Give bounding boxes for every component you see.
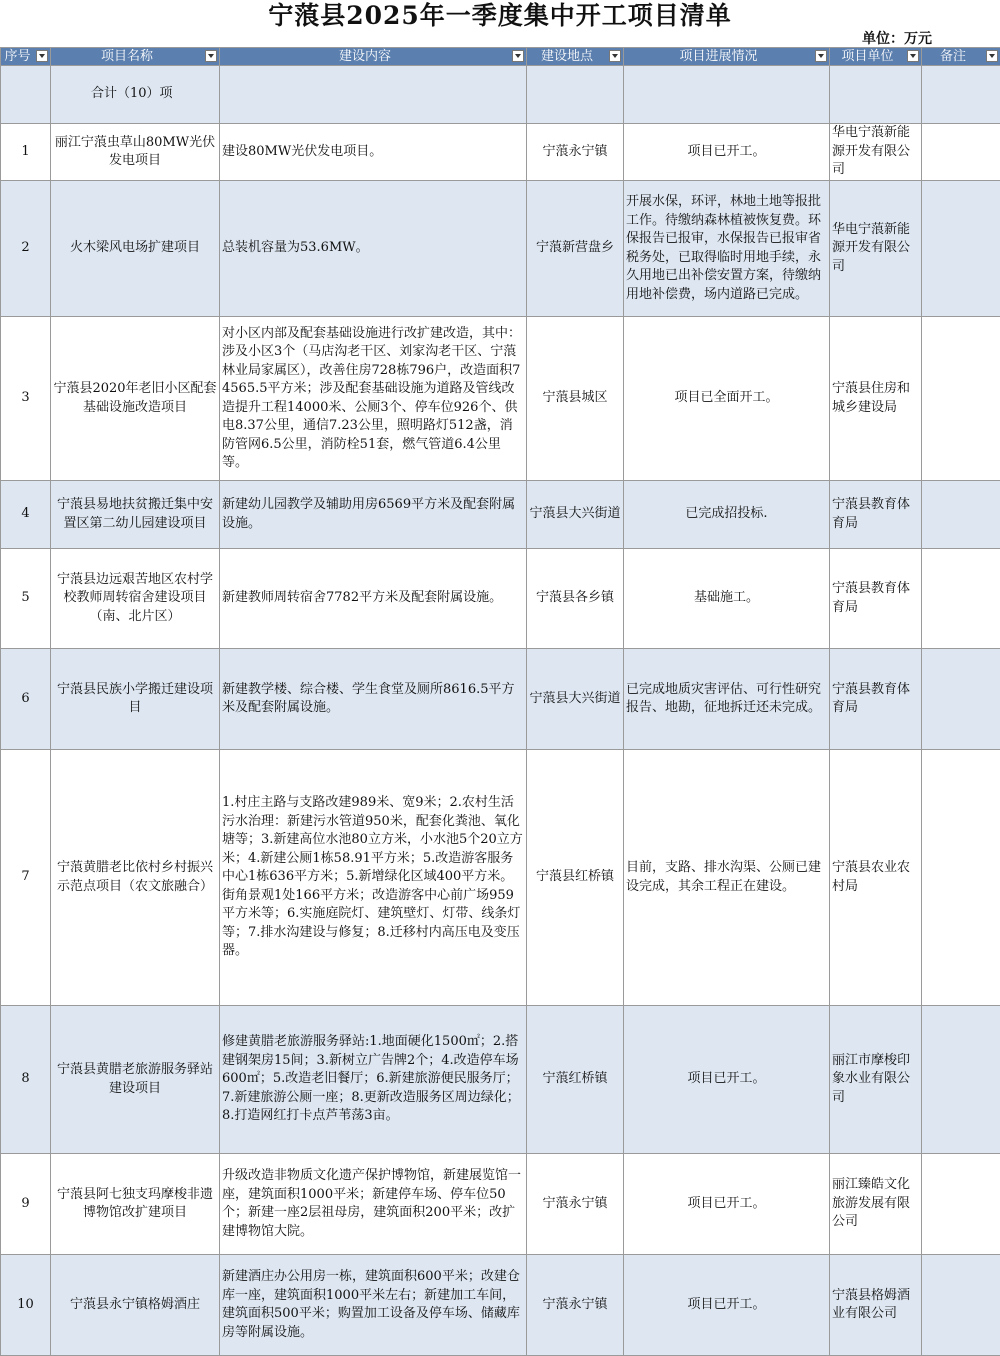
table-row [1, 1006, 1000, 1154]
project-note[interactable] [922, 750, 1000, 1006]
project-note[interactable] [922, 1255, 1000, 1356]
project-note[interactable] [922, 181, 1000, 317]
table-cell[interactable] [830, 66, 922, 124]
project-name[interactable]: 宁蒗县黄腊老旅游服务驿站建设项目 [51, 1006, 220, 1154]
project-progress[interactable]: 项目已开工。 [624, 1154, 830, 1255]
project-progress[interactable]: 已完成招投标. [624, 481, 830, 549]
col-header-unit[interactable]: 项目单位 [830, 48, 922, 66]
project-name[interactable]: 火木梁风电场扩建项目 [51, 181, 220, 317]
project-location[interactable]: 宁蒗永宁镇 [527, 1154, 624, 1255]
project-table [0, 47, 1000, 1356]
table-cell[interactable] [220, 66, 527, 124]
project-note[interactable] [922, 1006, 1000, 1154]
project-content[interactable]: 总装机容量为53.6MW。 [220, 181, 527, 317]
project-progress[interactable]: 项目已全面开工。 [624, 317, 830, 481]
row-number[interactable]: 10 [1, 1255, 51, 1356]
filter-dropdown-icon[interactable] [609, 50, 621, 62]
table-row [1, 317, 1000, 481]
project-progress[interactable]: 目前，支路、排水沟渠、公厕已建设完成，其余工程正在建设。 [624, 750, 830, 1006]
project-progress[interactable]: 项目已开工。 [624, 1255, 830, 1356]
table-row [1, 481, 1000, 549]
col-header-name[interactable]: 项目名称 [51, 48, 220, 66]
project-note[interactable] [922, 1154, 1000, 1255]
project-content[interactable]: 新建教学楼、综合楼、学生食堂及厕所8616.5平方米及配套附属设施。 [220, 649, 527, 750]
project-location[interactable]: 宁蒗县红桥镇 [527, 750, 624, 1006]
project-progress[interactable]: 基础施工。 [624, 549, 830, 649]
project-progress[interactable]: 已完成地质灾害评估、可行性研究报告、地勘，征地拆迁还未完成。 [624, 649, 830, 750]
project-unit[interactable]: 宁蒗县教育体育局 [830, 649, 922, 750]
filter-dropdown-icon[interactable] [986, 50, 998, 62]
project-unit[interactable]: 宁蒗县教育体育局 [830, 481, 922, 549]
filter-dropdown-icon[interactable] [815, 50, 827, 62]
row-number[interactable]: 4 [1, 481, 51, 549]
project-location[interactable]: 宁蒗县大兴街道 [527, 649, 624, 750]
table-row [1, 549, 1000, 649]
project-unit[interactable]: 宁蒗县格姆酒业有限公司 [830, 1255, 922, 1356]
unit-label: 单位：万元 [862, 30, 972, 48]
filter-dropdown-icon[interactable] [512, 50, 524, 62]
project-progress[interactable]: 项目已开工。 [624, 1006, 830, 1154]
project-content[interactable]: 对小区内部及配套基础设施进行改扩建改造，其中：涉及小区3个（马店沟老干区、刘家沟老干区、宁蒗林业局家属区），改善住房728栋796户，改造面积74565.5平方米；涉及配套基础设施为道路及管线改造提升工程14000米、公厕3个、停车位926个、供电8.37公里，通信7.23公里，照明路灯512盏，消防管网6.5公里，消防栓51套，燃气管道6.4公里等。 [220, 317, 527, 481]
table-cell[interactable] [1, 66, 51, 124]
project-unit[interactable]: 丽江臻皓文化旅游发展有限公司 [830, 1154, 922, 1255]
row-number[interactable]: 6 [1, 649, 51, 750]
row-number[interactable]: 8 [1, 1006, 51, 1154]
row-number[interactable]: 9 [1, 1154, 51, 1255]
project-name[interactable]: 宁蒗县民族小学搬迁建设项目 [51, 649, 220, 750]
project-progress[interactable]: 项目已开工。 [624, 124, 830, 181]
project-name[interactable]: 丽江宁蒗虫草山80MW光伏发电项目 [51, 124, 220, 181]
project-content[interactable]: 修建黄腊老旅游服务驿站:1.地面硬化1500㎡；2.搭建钢架房15间；3.新树立广告牌2个；4.改造停车场600㎡；5.改造老旧餐厅；6.新建旅游便民服务厅；7.新建旅游公厕一座；8.更新改造服务区周边绿化；8.打造网红打卡点芦苇荡3亩。 [220, 1006, 527, 1154]
filter-dropdown-icon[interactable] [907, 50, 919, 62]
col-header-no[interactable]: 序号 [1, 48, 51, 66]
project-location[interactable]: 宁蒗县城区 [527, 317, 624, 481]
project-unit[interactable]: 丽江市摩梭印象水业有限公司 [830, 1006, 922, 1154]
row-number[interactable]: 5 [1, 549, 51, 649]
col-header-content[interactable]: 建设内容 [220, 48, 527, 66]
filter-dropdown-icon[interactable] [36, 50, 48, 62]
table-cell[interactable] [624, 66, 830, 124]
project-location[interactable]: 宁蒗永宁镇 [527, 1255, 624, 1356]
header-row [1, 48, 1000, 66]
project-content[interactable]: 新建教师周转宿舍7782平方米及配套附属设施。 [220, 549, 527, 649]
project-content[interactable]: 1.村庄主路与支路改建989米、宽9米；2.农村生活污水治理：新建污水管道950米，配套化粪池、氧化塘等；3.新建高位水池80立方米，小水池5个20立方米；4.新建公厕1栋58.91平方米；5.改造游客服务中心1栋636平方米；5.新增绿化区域400平方米。街角景观1处166平方米；改造游客中心前广场959平方米等；6.实施庭院灯、建筑壁灯、灯带、线条灯等；7.排水沟建设与修复；8.迁移村内高压电及变压器。 [220, 750, 527, 1006]
col-header-note[interactable]: 备注 [922, 48, 1000, 66]
project-name[interactable]: 宁蒗县易地扶贫搬迁集中安置区第二幼儿园建设项目 [51, 481, 220, 549]
row-number[interactable]: 2 [1, 181, 51, 317]
project-note[interactable] [922, 124, 1000, 181]
total-label[interactable]: 合计（10）项 [51, 66, 220, 124]
project-content[interactable]: 新建幼儿园教学及辅助用房6569平方米及配套附属设施。 [220, 481, 527, 549]
project-content[interactable]: 升级改造非物质文化遗产保护博物馆，新建展览馆一座，建筑面积1000平米；新建停车场、停车位50个；新建一座2层祖母房，建筑面积200平米；改扩建博物馆大院。 [220, 1154, 527, 1255]
table-row [1, 1154, 1000, 1255]
col-header-location[interactable]: 建设地点 [527, 48, 624, 66]
project-unit[interactable]: 宁蒗县农业农村局 [830, 750, 922, 1006]
filter-dropdown-icon[interactable] [205, 50, 217, 62]
project-note[interactable] [922, 481, 1000, 549]
project-note[interactable] [922, 317, 1000, 481]
project-name[interactable]: 宁蒗县2020年老旧小区配套基础设施改造项目 [51, 317, 220, 481]
table-row [1, 1255, 1000, 1356]
table-cell[interactable] [527, 66, 624, 124]
table-row [1, 181, 1000, 317]
project-note[interactable] [922, 649, 1000, 750]
project-name[interactable]: 宁蒗县永宁镇格姆酒庄 [51, 1255, 220, 1356]
project-note[interactable] [922, 549, 1000, 649]
project-location[interactable]: 宁蒗永宁镇 [527, 124, 624, 181]
row-number[interactable]: 7 [1, 750, 51, 1006]
project-unit[interactable]: 宁蒗县教育体育局 [830, 549, 922, 649]
page-title: 宁蒗县2025年一季度集中开工项目清单 [0, 0, 1000, 32]
project-location[interactable]: 宁蒗县大兴街道 [527, 481, 624, 549]
project-name[interactable]: 宁蒗县边远艰苦地区农村学校教师周转宿舍建设项目（南、北片区） [51, 549, 220, 649]
project-unit[interactable]: 华电宁蒗新能源开发有限公司 [830, 181, 922, 317]
project-unit[interactable]: 宁蒗县住房和城乡建设局 [830, 317, 922, 481]
project-progress[interactable]: 开展水保，环评，林地土地等报批工作。待缴纳森林植被恢复费。环保报告已报审，水保报告已报审省税务处，已取得临时用地手续，永久用地已出补偿安置方案，待缴纳用地补偿费，场内道路已完成。 [624, 181, 830, 317]
project-content[interactable]: 新建酒庄办公用房一栋，建筑面积600平米；改建仓库一座，建筑面积1000平米左右；新建加工车间，建筑面积500平米；购置加工设备及停车场、储藏库房等附属设施。 [220, 1255, 527, 1356]
project-unit[interactable]: 华电宁蒗新能源开发有限公司 [830, 124, 922, 181]
table-cell[interactable] [922, 66, 1000, 124]
project-location[interactable]: 宁蒗红桥镇 [527, 1006, 624, 1154]
project-location[interactable]: 宁蒗新营盘乡 [527, 181, 624, 317]
table-row [1, 124, 1000, 181]
total-row [1, 66, 1000, 124]
project-content[interactable]: 建设80MW光伏发电项目。 [220, 124, 527, 181]
project-location[interactable]: 宁蒗县各乡镇 [527, 549, 624, 649]
col-header-progress[interactable]: 项目进展情况 [624, 48, 830, 66]
project-name[interactable]: 宁蒗县阿七独支玛摩梭非遗博物馆改扩建项目 [51, 1154, 220, 1255]
table-row [1, 750, 1000, 1006]
table-row [1, 649, 1000, 750]
project-name[interactable]: 宁蒗黄腊老比依村乡村振兴示范点项目（农文旅融合） [51, 750, 220, 1006]
row-number[interactable]: 3 [1, 317, 51, 481]
row-number[interactable]: 1 [1, 124, 51, 181]
